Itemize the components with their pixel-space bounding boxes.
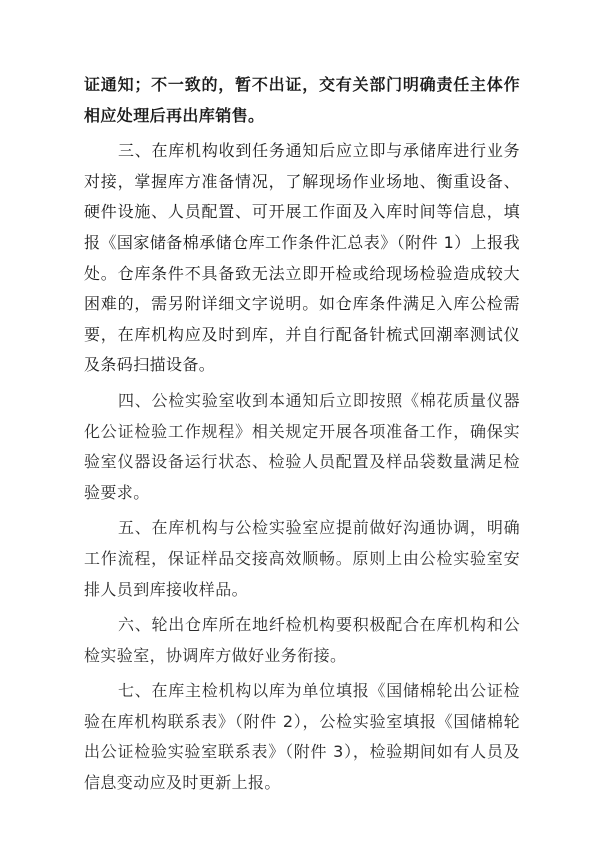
paragraph-item-6: 六、轮出仓库所在地纤检机构要积极配合在库机构和公检实验室，协调库方做好业务衔接。 [84, 615, 520, 665]
paragraph-item-5: 五、在库机构与公检实验室应提前做好沟通协调，明确工作流程，保证样品交接高效顺畅。原则上由公检实验室安排人员到库接收样品。 [84, 518, 520, 599]
paragraph-item-7: 七、在库主检机构以库为单位填报《国储棉轮出公证检验在库机构联系表》（附件 2），公检实验室填报《国储棉轮出公证检验实验室联系表》（附件 3），检验期间如有人员及信息变动应及时更新上报。 [84, 681, 520, 793]
paragraph-continuation: 证通知；不一致的，暂不出证，交有关部门明确责任主体作相应处理后再出库销售。 [84, 75, 520, 125]
paragraph-item-3: 三、在库机构收到任务通知后应立即与承储库进行业务对接，掌握库方准备情况，了解现场作业场地、衡重设备、硬件设施、人员配置、可开展工作面及入库时间等信息，填报《国家储备棉承储仓库工作条件汇总表》（附件 1）上报我处。仓库条件不具备致无法立即开检或给现场检验造成较大困难的，需另附详细文字说明。如仓库条件满足入库公检需要，在库机构应及时到库，并自行配备针梳式回潮率测试仪及条码扫描设备。 [84, 141, 520, 375]
paragraph-item-4: 四、公检实验室收到本通知后立即按照《棉花质量仪器化公证检验工作规程》相关规定开展各项准备工作，确保实验室仪器设备运行状态、检验人员配置及样品袋数量满足检验要求。 [84, 390, 520, 502]
